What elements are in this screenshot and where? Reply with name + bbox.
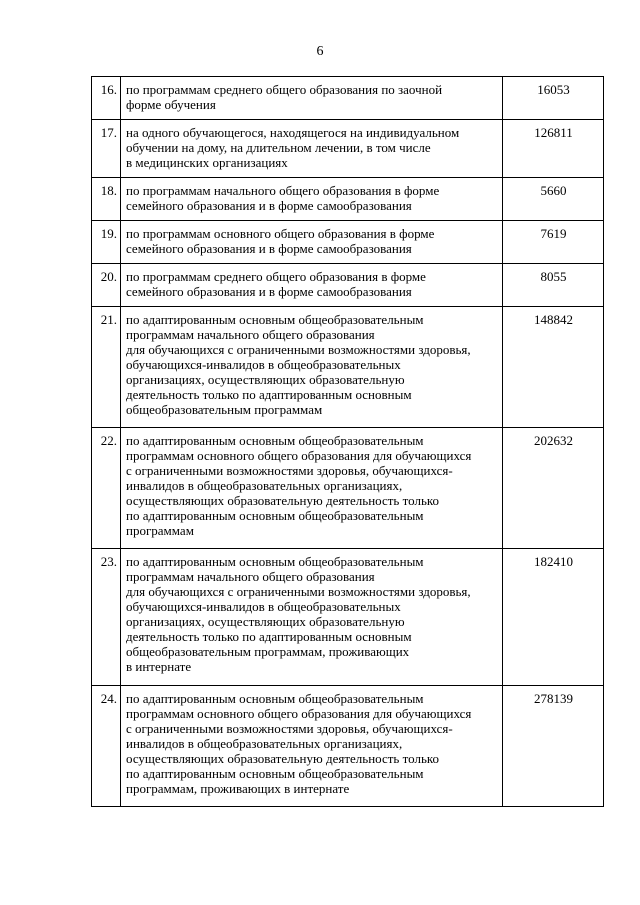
row-description: по адаптированным основным общеобразовательным программам основного общего образования для обучающихся с ограниченными возможностями здоровья, обучающихся- инвалидов в общеобразовательных организациях, осуществляющих образовательную деятельность только по адаптированным основным общеобразовательным программам [121,428,503,549]
row-value: 148842 [503,307,604,428]
row-value: 278139 [503,686,604,807]
table-row [92,428,604,549]
row-value: 8055 [503,264,604,307]
page-number: 6 [316,44,324,59]
table-row [92,77,604,120]
row-value: 5660 [503,178,604,221]
table-row [92,221,604,264]
row-value: 126811 [503,120,604,178]
row-description: по адаптированным основным общеобразовательным программам начального общего образования для обучающихся с ограниченными возможностями здоровья, обучающихся-инвалидов в общеобразовательных организациях, осуществляющих образовательную деятельность только по адаптированным основным общеобразовательным программам, проживающих в интернате [121,549,503,686]
row-number: 20. [92,264,121,307]
table-row [92,178,604,221]
row-value: 182410 [503,549,604,686]
row-description: на одного обучающегося, находящегося на индивидуальном обучении на дому, на длительном лечении, в том числе в медицинских организациях [121,120,503,178]
row-value: 7619 [503,221,604,264]
table-row [92,549,604,686]
row-value: 16053 [503,77,604,120]
row-description: по адаптированным основным общеобразовательным программам начального общего образования для обучающихся с ограниченными возможностями здоровья, обучающихся-инвалидов в общеобразовательных организациях, осуществляющих образовательную деятельность только по адаптированным основным общеобразовательным программам [121,307,503,428]
row-description: по программам основного общего образования в форме семейного образования и в форме самообразования [121,221,503,264]
row-number: 23. [92,549,121,686]
table-row [92,307,604,428]
row-number: 19. [92,221,121,264]
row-number: 16. [92,77,121,120]
row-description: по программам среднего общего образования в форме семейного образования и в форме самообразования [121,264,503,307]
row-number: 24. [92,686,121,807]
row-number: 21. [92,307,121,428]
row-number: 17. [92,120,121,178]
row-description: по программам начального общего образования в форме семейного образования и в форме самообразования [121,178,503,221]
row-number: 22. [92,428,121,549]
table-row [92,686,604,807]
row-description: по адаптированным основным общеобразовательным программам основного общего образования для обучающихся с ограниченными возможностями здоровья, обучающихся- инвалидов в общеобразовательных организациях, осуществляющих образовательную деятельность только по адаптированным основным общеобразовательным программам, проживающих в интернате [121,686,503,807]
funding-table [91,76,604,807]
row-value: 202632 [503,428,604,549]
row-number: 18. [92,178,121,221]
table-row [92,264,604,307]
row-description: по программам среднего общего образования по заочной форме обучения [121,77,503,120]
table-row [92,120,604,178]
